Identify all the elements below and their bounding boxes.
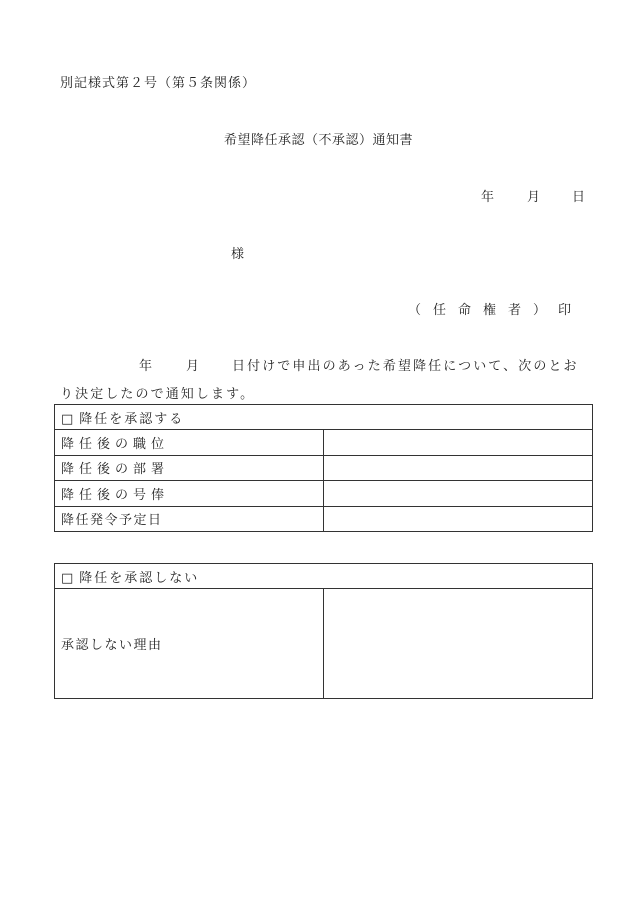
row-label-effective-date: 降任発令予定日 — [55, 506, 324, 531]
document-title: 希望降任承認（不承認）通知書 — [224, 133, 414, 148]
body-year-label: 年 — [139, 359, 153, 374]
row-label-department: 降任後の部署 — [55, 455, 324, 480]
date-year-label: 年 — [481, 190, 495, 205]
seal-mark: 印 — [558, 303, 572, 318]
reject-heading-label: 降任を承認しない — [79, 570, 200, 586]
approve-section-table — [54, 404, 593, 532]
row-value-department[interactable] — [324, 455, 593, 480]
reject-checkbox[interactable]: □ — [61, 570, 74, 586]
date-month-label: 月 — [527, 190, 541, 205]
form-number: 別記様式第２号（第５条関係） — [60, 76, 257, 91]
table-row — [55, 481, 593, 506]
body-month-label: 月 — [186, 359, 200, 374]
approve-checkbox[interactable]: □ — [61, 411, 74, 427]
approve-heading-row — [55, 405, 593, 430]
row-value-effective-date[interactable] — [324, 506, 593, 531]
reject-section-table — [54, 563, 593, 699]
table-row — [55, 589, 593, 699]
reject-heading-cell[interactable] — [55, 564, 593, 589]
table-row — [55, 455, 593, 480]
body-text-line-1: 日付けで申出のあった希望降任について、次のとお — [232, 359, 579, 374]
issuer-label: （任命権者） — [408, 303, 559, 318]
reject-heading-row — [55, 564, 593, 589]
table-row — [55, 430, 593, 455]
body-text-line-2: り決定したので通知します。 — [60, 387, 256, 402]
approve-heading-cell[interactable] — [55, 405, 593, 430]
reject-reason-label: 承認しない理由 — [55, 589, 324, 699]
addressee-honorific: 様 — [231, 247, 245, 262]
reject-reason-value[interactable] — [324, 589, 593, 699]
row-value-position[interactable] — [324, 430, 593, 455]
table-row — [55, 506, 593, 531]
row-value-salary-grade[interactable] — [324, 481, 593, 506]
row-label-salary-grade: 降任後の号俸 — [55, 481, 324, 506]
date-day-label: 日 — [572, 190, 586, 205]
approve-heading-label: 降任を承認する — [79, 411, 185, 427]
row-label-position: 降任後の職位 — [55, 430, 324, 455]
